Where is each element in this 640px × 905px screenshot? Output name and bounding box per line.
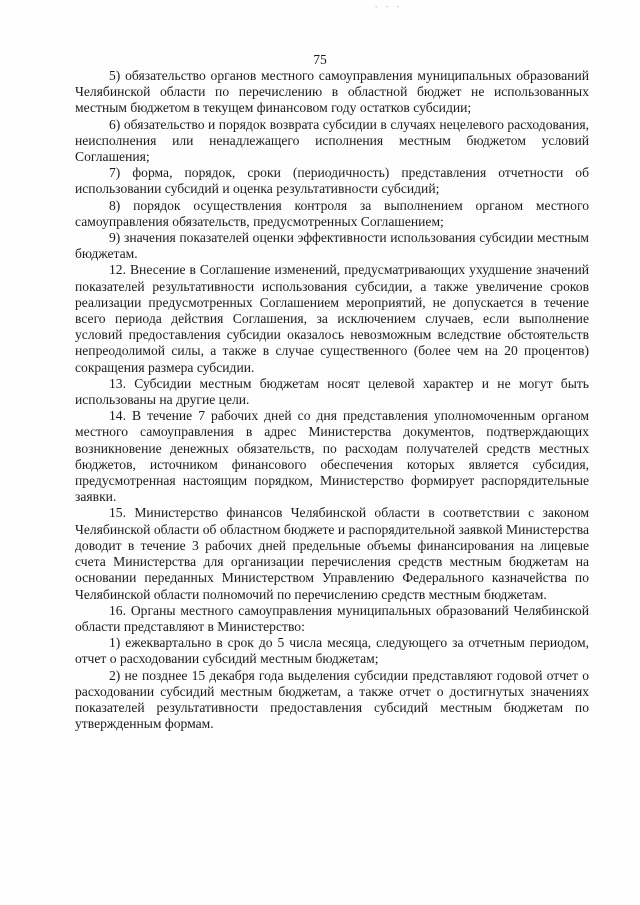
document-body: [75, 68, 589, 732]
paragraph-clause-15: 15. Министерство финансов Челябинской области в соответствии с законом Челябинской области об областном бюджете и распорядительной заявкой Министерства доводит в течение 3 рабочих дней предельные объемы финансирования на лицевые счета Министерства для организации перечисления средств местным бюджетам на основании переданных Министерством Управлению Федерального казначейства по Челябинской области полномочий по перечислению средств местным бюджетам.: [75, 505, 589, 602]
paragraph-item-5: 5) обязательство органов местного самоуправления муниципальных образований Челябинской области по перечислению в областной бюджет не использованных местным бюджетом в текущем финансовом году остатков субсидии;: [75, 68, 589, 116]
paragraph-clause-16: 16. Органы местного самоуправления муниципальных образований Челябинской области представляют в Министерство:: [75, 602, 589, 634]
paragraph-clause-14: 14. В течение 7 рабочих дней со дня представления уполномоченным органом местного самоуправления в адрес Министерства документов, подтверждающих возникновение денежных обязательств, по расходам получателей средств местных бюджетов, источником финансового обеспечения которых является субсидия, предусмотренная настоящим порядком, Министерство формирует распорядительные заявки.: [75, 408, 589, 505]
scan-mark: - - -: [375, 2, 403, 11]
paragraph-clause-13: 13. Субсидии местным бюджетам носят целевой характер и не могут быть использованы на другие цели.: [75, 375, 589, 408]
paragraph-subitem-1: 1) ежеквартально в срок до 5 числа месяца, следующего за отчетным периодом, отчет о расходовании субсидий местным бюджетам;: [75, 635, 589, 667]
paragraph-item-7: 7) форма, порядок, сроки (периодичность) представления отчетности об использовании субсидий и оценка результативности субсидий;: [75, 165, 589, 197]
paragraph-item-8: 8) порядок осуществления контроля за выполнением органом местного самоуправления обязательств, предусмотренных Соглашением;: [75, 197, 589, 229]
paragraph-clause-12: 12. Внесение в Соглашение изменений, предусматривающих ухудшение значений показателей результативности использования субсидии, а также увеличение сроков реализации предусмотренных Соглашением мероприятий, не допускается в течение всего периода действия Соглашения, за исключением случаев, если выполнение условий предоставления субсидии оказалось невозможным вследствие обстоятельств непреодолимой силы, а также в случае существенного (более чем на 20 процентов) сокращения размера субсидии.: [75, 262, 589, 375]
page-number: 75: [313, 52, 327, 67]
paragraph-item-6: 6) обязательство и порядок возврата субсидии в случаях нецелевого расходования, неисполнения или ненадлежащего исполнения местным бюджетом условий Соглашения;: [75, 116, 589, 165]
paragraph-subitem-2: 2) не позднее 15 декабря года выделения субсидии представляют годовой отчет о расходовании субсидий местным бюджетам, а также отчет о достигнутых значениях показателей результативности предоставления субсидий местным бюджетам по утвержденным формам.: [75, 667, 589, 732]
paragraph-item-9: 9) значения показателей оценки эффективности использования субсидии местным бюджетам.: [75, 230, 589, 262]
